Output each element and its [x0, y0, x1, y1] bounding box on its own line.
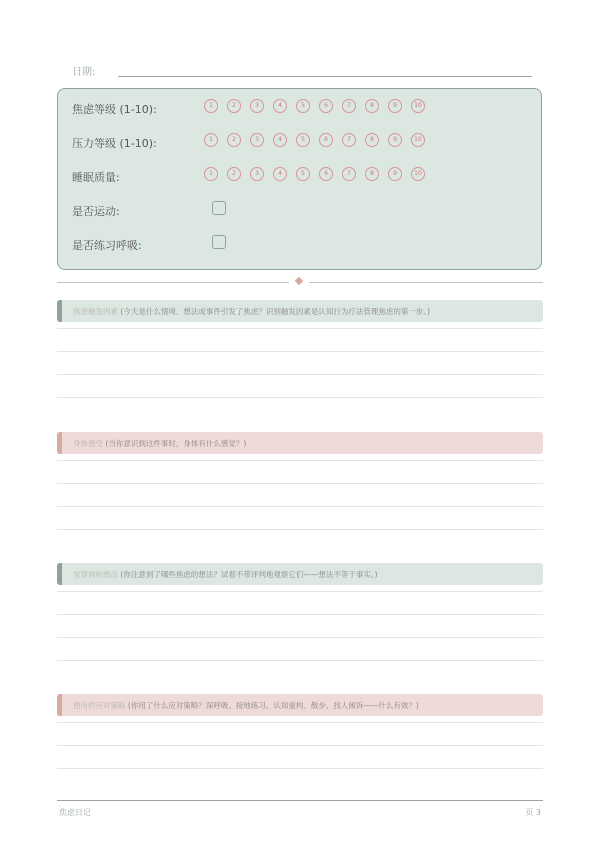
anxiety-level-label: 焦虑等级 (1-10): [72, 103, 157, 116]
rating-option-circle[interactable]: 6 [319, 99, 333, 113]
page-number: 页 3 [525, 808, 541, 817]
exercise-checkbox[interactable] [212, 201, 226, 215]
date-input-line[interactable] [118, 76, 532, 77]
writing-line[interactable] [57, 637, 543, 638]
writing-line[interactable] [57, 745, 543, 746]
breathing-label: 是否练习呼吸: [72, 239, 142, 252]
diamond-ornament-icon [295, 277, 303, 285]
rating-option-circle[interactable]: 4 [273, 167, 287, 181]
rating-option-circle[interactable]: 8 [365, 99, 379, 113]
rating-option-circle[interactable]: 10 [411, 167, 425, 181]
triggers-hint: (今天是什么情境、想法或事件引发了焦虑？识别触发因素是认知行为疗法管理焦虑的第一步。) [120, 307, 430, 316]
writing-line[interactable] [57, 529, 543, 530]
writing-line[interactable] [57, 397, 543, 398]
breathing-row [72, 233, 531, 255]
writing-line[interactable] [57, 768, 543, 769]
thoughts-title: 觉察到的想法 [73, 570, 118, 579]
writing-line[interactable] [57, 722, 543, 723]
thoughts-hint: (你注意到了哪些焦虑的想法？试着不带评判地观察它们——想法不等于事实。) [120, 570, 378, 579]
footer-rule [57, 800, 543, 801]
section-divider [57, 278, 543, 288]
thoughts-section [57, 563, 543, 585]
date-label: 日期: [72, 67, 96, 78]
rating-option-circle[interactable]: 6 [319, 167, 333, 181]
rating-option-circle[interactable]: 8 [365, 133, 379, 147]
thoughts-header [57, 563, 543, 585]
date-row [72, 60, 532, 80]
triggers-title: 焦虑触发因素 [73, 307, 118, 316]
anxiety-level-row [72, 97, 531, 119]
daily-tracker-panel [57, 88, 542, 270]
rating-option-circle[interactable]: 1 [204, 99, 218, 113]
rating-option-circle[interactable]: 5 [296, 99, 310, 113]
rating-option-circle[interactable]: 5 [296, 167, 310, 181]
coping-hint: (你用了什么应对策略？深呼吸、接地练习、认知重构、散步、找人倾诉——什么有效？) [127, 701, 419, 710]
rating-option-circle[interactable]: 7 [342, 167, 356, 181]
triggers-section [57, 300, 543, 322]
anxiety-level-scale [204, 99, 434, 113]
footer-journal-title: 焦虑日记 [59, 808, 91, 817]
body-sensations-header [57, 432, 543, 454]
section-accent-bar [57, 563, 62, 585]
rating-option-circle[interactable]: 8 [365, 167, 379, 181]
writing-line[interactable] [57, 483, 543, 484]
stress-level-label: 压力等级 (1-10): [72, 137, 157, 150]
stress-level-row [72, 131, 531, 153]
rating-option-circle[interactable]: 9 [388, 99, 402, 113]
section-accent-bar [57, 694, 62, 716]
writing-line[interactable] [57, 660, 543, 661]
writing-line[interactable] [57, 591, 543, 592]
writing-line[interactable] [57, 506, 543, 507]
writing-line[interactable] [57, 374, 543, 375]
coping-header [57, 694, 543, 716]
rating-option-circle[interactable]: 1 [204, 167, 218, 181]
rating-option-circle[interactable]: 10 [411, 133, 425, 147]
body-sensations-hint: (当你意识到这件事时，身体有什么感觉？) [105, 439, 247, 448]
writing-line[interactable] [57, 614, 543, 615]
body-sensations-title: 身体感受 [73, 439, 103, 448]
exercise-row [72, 199, 531, 221]
divider-line-left [57, 282, 289, 283]
rating-option-circle[interactable]: 6 [319, 133, 333, 147]
rating-option-circle[interactable]: 4 [273, 99, 287, 113]
rating-option-circle[interactable]: 3 [250, 167, 264, 181]
rating-option-circle[interactable]: 7 [342, 133, 356, 147]
rating-option-circle[interactable]: 9 [388, 167, 402, 181]
rating-option-circle[interactable]: 3 [250, 133, 264, 147]
divider-line-right [309, 282, 543, 283]
writing-line[interactable] [57, 328, 543, 329]
rating-option-circle[interactable]: 2 [227, 99, 241, 113]
rating-option-circle[interactable]: 4 [273, 133, 287, 147]
coping-title: 使用的应对策略 [73, 701, 126, 710]
rating-option-circle[interactable]: 7 [342, 99, 356, 113]
coping-section [57, 694, 543, 716]
section-accent-bar [57, 300, 62, 322]
rating-option-circle[interactable]: 5 [296, 133, 310, 147]
section-accent-bar [57, 432, 62, 454]
rating-option-circle[interactable]: 2 [227, 133, 241, 147]
exercise-label: 是否运动: [72, 205, 120, 218]
rating-option-circle[interactable]: 2 [227, 167, 241, 181]
writing-line[interactable] [57, 351, 543, 352]
rating-option-circle[interactable]: 1 [204, 133, 218, 147]
rating-option-circle[interactable]: 9 [388, 133, 402, 147]
breathing-checkbox[interactable] [212, 235, 226, 249]
writing-line[interactable] [57, 460, 543, 461]
sleep-quality-scale [204, 167, 434, 181]
sleep-quality-row [72, 165, 531, 187]
body-sensations-section [57, 432, 543, 454]
stress-level-scale [204, 133, 434, 147]
rating-option-circle[interactable]: 10 [411, 99, 425, 113]
rating-option-circle[interactable]: 3 [250, 99, 264, 113]
sleep-quality-label: 睡眠质量: [72, 171, 120, 184]
triggers-header [57, 300, 543, 322]
